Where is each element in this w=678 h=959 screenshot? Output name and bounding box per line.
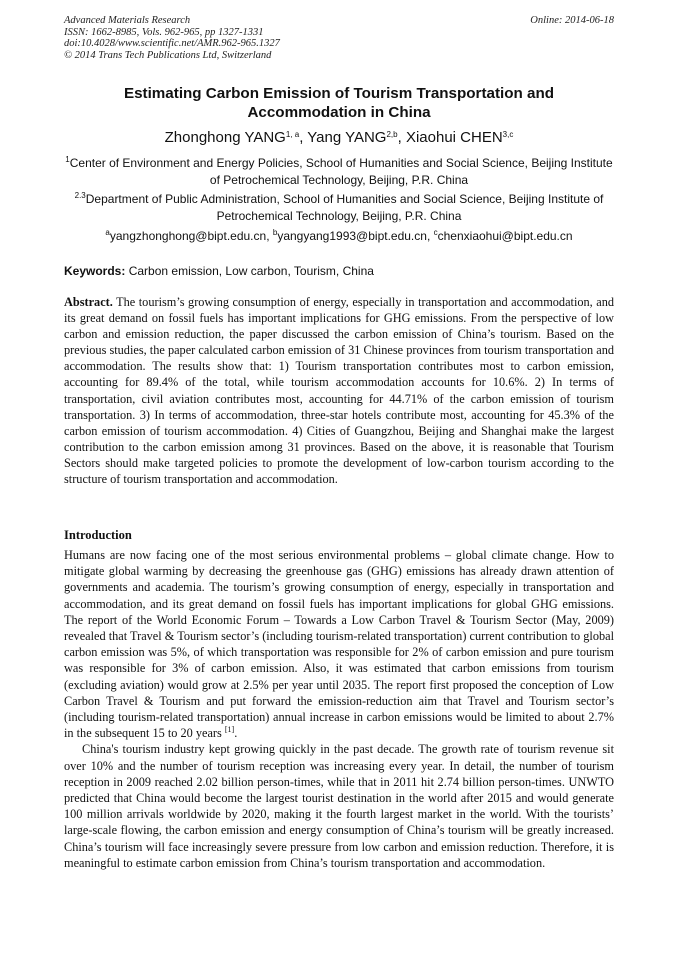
affiliation-text: Center of Environment and Energy Policies, School of Humanities and Social Science, Beijing Institute of Petrochemical Technology, Beijing, P.R. China: [69, 156, 613, 187]
citation-ref[interactable]: [1]: [224, 725, 235, 735]
paper-title: Estimating Carbon Emission of Tourism Transportation and Accommodation in China: [123, 85, 555, 121]
paragraph: China's tourism industry kept growing quickly in the past decade. The growth rate of tourism revenue sit over 10% and the number of tourism reception was increasing every year. In detail, the number of tourism reception in 2009 reached 2.02 billion person-times, while that in 2011 hit 2.74 billion person-times. UNWTO predicted that China would become the largest tourist destination in the world after 2015 and would generate 100 million arrivals worldwide by 2020, making it the fourth largest market in the world. With the tourists’ large-scale flowing, the carbon emission and energy consumption of China’s tourism will be greatly increased. China’s tourism will face increasingly severe pressure from low carbon and emission reduction. Therefore, it is meaningful to estimate carbon emission from China’s tourism transportation and accommodation.: [64, 742, 614, 870]
email-list: $^a$yangzhonghong@bipt.edu.cn, $^b$yangyang1993@bipt.edu.cn, $^c$chenxiaohui@bipt.edu.cn: [105, 228, 573, 243]
affiliation-sup: 1: [65, 155, 70, 164]
journal-name: Advanced Materials Research: [64, 15, 191, 26]
keywords-text: Carbon emission, Low carbon, Tourism, China: [128, 264, 374, 278]
paragraph-end: .: [234, 726, 238, 741]
author-name: Xiaohui CHEN: [405, 129, 503, 146]
introduction-body: [64, 547, 614, 871]
affiliation-1: [64, 155, 614, 189]
keywords: [64, 263, 614, 279]
paragraph-text: Humans are now facing one of the most serious environmental problems – global climate change. How to mitigate global warming by decreasing the greenhouse gas (GHG) emissions has already drawn attention of governments and academia. The tourism’s growing consumption of energy, especially in transportation and accommodation, and its great demand on fossil fuels has important implications for global GHG emissions. The report of the World Economic Forum – Towards a Low Carbon Travel & Tourism Sector (May, 2009) revealed that Travel & Tourism sector’s (including tourism-related transportation) current contribution to global carbon emission was 5%, of which transportation was responsible for 2% of carbon emission and pure tourism was responsible for 3% of carbon emission. Also, it was estimated that carbon emissions from tourism (excluding aviation) would grow at 2.5% per year until 2035. The report first proposed the conception of Low Carbon Travel & Tourism and put forward the emission-reduction aim that Travel and Tourism sector’s (including tourism-related transportation) annual increase in carbon emissions would be limited to about 2.7% in the subsequent 15 to 20 years: [64, 548, 614, 741]
abstract: [64, 294, 614, 487]
affiliation-2: [64, 191, 614, 225]
author-name: Zhonghong YANG: [164, 129, 286, 146]
author-name: Yang YANG: [307, 129, 387, 146]
email-link[interactable]: yangyang1993@bipt.edu.cn: [277, 229, 427, 243]
email-sup: c: [433, 228, 438, 237]
issn-line: ISSN: 1662-8985, Vols. 962-965, pp 1327-1331: [64, 26, 264, 38]
email-link[interactable]: yangzhonghong@bipt.edu.cn: [109, 229, 267, 243]
author-list: Zhonghong YANG$^{1, a}$, Yang YANG$^{2,b}$, Xiaohui CHEN$^{3,c}$: [164, 129, 514, 146]
affiliation-text: Department of Public Administration, School of Humanities and Social Science, Beijing Institute of Petrochemical Technology, Beijing, P.R. China: [85, 192, 604, 223]
abstract-label: Abstract.: [64, 295, 113, 309]
keywords-label: Keywords:: [64, 264, 126, 278]
email-sup: b: [272, 228, 278, 237]
copyright-line: © 2014 Trans Tech Publications Ltd, Switzerland: [64, 49, 272, 61]
affiliation-sup: 2.3: [74, 191, 86, 200]
author-sup: 3,c: [502, 130, 514, 139]
online-date: Online: 2014-06-18: [530, 15, 614, 26]
section-heading: Introduction: [64, 528, 132, 542]
paragraph: [64, 547, 614, 741]
author-sup: 1, a: [285, 130, 300, 139]
doi-line: doi:10.4028/www.scientific.net/AMR.962-965.1327: [64, 38, 280, 49]
email-sup: a: [105, 228, 110, 237]
author-sup: 2,b: [386, 130, 398, 139]
journal-header: [64, 15, 280, 61]
abstract-text: The tourism’s growing consumption of energy, especially in transportation and accommodation, and its great demand on fossil fuels has important implications for GHG emissions. From the perspective of low carbon and emission reduction, the paper discussed the carbon emission of China’s tourism. Based on the previous studies, the paper calculated carbon emission of 31 Chinese provinces from tourism transportation and accommodation. The results show that: 1) Tourism transportation contributes most to carbon emission, accounting for 89.4% of the total, while tourism accommodation accounts for 10.6%. 2) In terms of transportation, civil aviation contributes most, accounting for 44.71% of the carbon emission of tourism transportation. 3) In terms of accommodation, three-star hotels contribute most, accounting for 45.3% of the carbon emission of tourism accommodation. 4) Cities of Guangzhou, Beijing and Shanghai make the largest contribution to the carbon emission among 31 provinces. Based on the above, it is reasonable that Tourism Sectors should make targeted policies to promote the development of low-carbon tourism according to the structure of tourism transportation and accommodation.: [64, 295, 614, 487]
email-link[interactable]: chenxiaohui@bipt.edu.cn: [437, 229, 573, 243]
